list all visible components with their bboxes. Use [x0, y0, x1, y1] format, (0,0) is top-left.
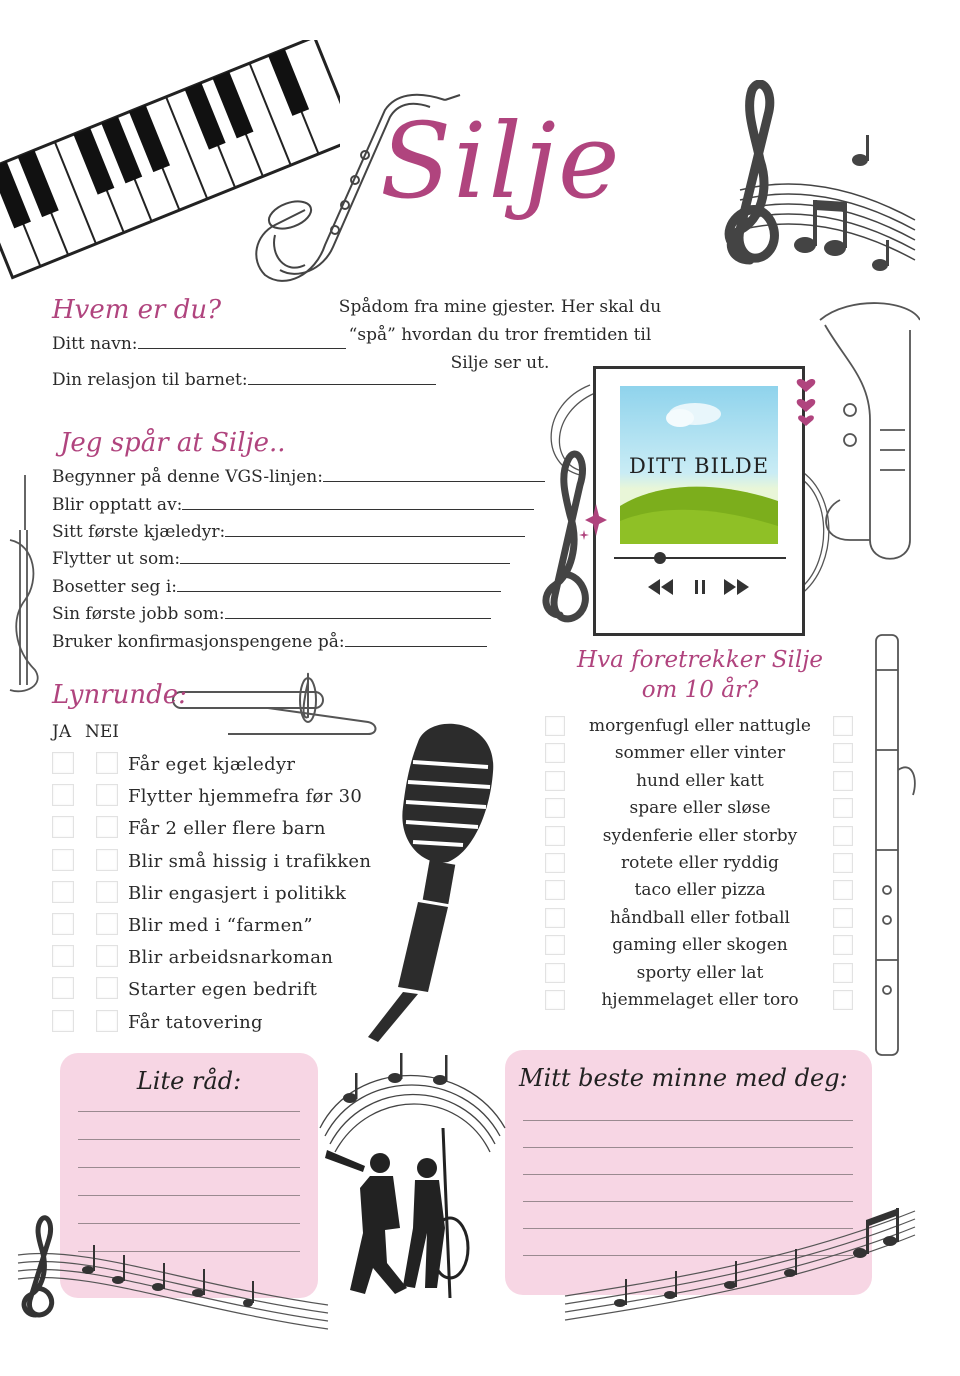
right-option-checkbox[interactable] [833, 743, 853, 763]
preference-row [545, 990, 855, 1017]
no-header: NEI [85, 722, 119, 742]
left-option-checkbox[interactable] [545, 771, 565, 791]
lightning-heading: Lynrunde: [52, 680, 187, 710]
predict-row[interactable] [52, 577, 501, 597]
lightning-statement: Flytter hjemmefra før 30 [128, 786, 363, 808]
no-checkbox[interactable] [96, 977, 118, 999]
preference-text: gaming eller skogen [612, 935, 788, 956]
right-option-checkbox[interactable] [833, 853, 853, 873]
fast-forward-icon[interactable] [724, 579, 750, 595]
right-option-checkbox[interactable] [833, 798, 853, 818]
right-option-checkbox[interactable] [833, 771, 853, 791]
preference-text: håndball eller fotball [610, 907, 790, 928]
predict-row[interactable] [52, 522, 525, 542]
predict-label: Flytter ut som: [52, 549, 181, 569]
predict-row[interactable] [52, 467, 545, 487]
predict-row[interactable] [52, 495, 534, 515]
relation-label: Din relasjon til barnet: [52, 370, 248, 390]
prefers-heading [560, 645, 840, 705]
yes-checkbox[interactable] [52, 977, 74, 999]
hearts-icon [792, 368, 820, 428]
left-option-checkbox[interactable] [545, 963, 565, 983]
memory-line[interactable] [523, 1120, 853, 1121]
lightning-statement: Får tatovering [128, 1011, 263, 1033]
yes-header: JA [52, 722, 72, 742]
right-option-checkbox[interactable] [833, 963, 853, 983]
preference-row [545, 743, 855, 770]
predict-label: Bosetter seg i: [52, 577, 178, 597]
preference-text: morgenfugl eller nattugle [589, 716, 811, 736]
pause-icon[interactable] [694, 579, 706, 595]
no-checkbox[interactable] [96, 1010, 118, 1032]
treble-clef-notes-illustration [690, 80, 920, 290]
musicians-illustration [315, 1048, 510, 1308]
violin-illustration [5, 470, 50, 695]
left-option-checkbox[interactable] [545, 716, 565, 736]
no-checkbox[interactable] [96, 849, 118, 871]
preference-row [545, 826, 855, 853]
progress-knob[interactable] [654, 552, 666, 564]
preference-text: hjemmelaget eller toro [601, 990, 799, 1010]
no-checkbox[interactable] [96, 784, 118, 806]
photo-placeholder[interactable] [620, 386, 778, 544]
trombone-illustration [168, 672, 383, 742]
right-option-checkbox[interactable] [833, 990, 853, 1010]
left-option-checkbox[interactable] [545, 853, 565, 873]
predict-line[interactable] [180, 550, 510, 564]
preference-row [545, 908, 855, 935]
left-option-checkbox[interactable] [545, 908, 565, 928]
predict-label: Begynner på denne VGS-linjen: [52, 467, 323, 487]
left-option-checkbox[interactable] [545, 798, 565, 818]
microphone-illustration [358, 712, 508, 1042]
no-checkbox[interactable] [96, 945, 118, 967]
predict-label: Blir opptatt av: [52, 495, 183, 515]
notes-flow-right-illustration [560, 1195, 920, 1335]
advice-line[interactable] [78, 1195, 300, 1196]
rewind-icon[interactable] [648, 579, 674, 595]
right-option-checkbox[interactable] [833, 908, 853, 928]
prophecy-intro: Spådom fra mine gjester. Her skal du “spå” hvordan du tror fremtiden til Silje ser ut. [338, 297, 662, 373]
right-option-checkbox[interactable] [833, 880, 853, 900]
right-option-checkbox[interactable] [833, 826, 853, 846]
right-option-checkbox[interactable] [833, 935, 853, 955]
preference-text: sydenferie eller storby [602, 825, 798, 846]
preference-row [545, 771, 855, 798]
left-option-checkbox[interactable] [545, 880, 565, 900]
notes-flow-left-illustration [8, 1215, 338, 1335]
name-field[interactable] [52, 334, 346, 354]
no-checkbox[interactable] [96, 913, 118, 935]
advice-heading: Lite råd: [136, 1067, 242, 1095]
predict-line[interactable] [345, 633, 487, 647]
preference-row [545, 963, 855, 990]
yes-checkbox[interactable] [52, 881, 74, 903]
left-option-checkbox[interactable] [545, 826, 565, 846]
advice-line[interactable] [78, 1167, 300, 1168]
bassoon-illustration [868, 630, 918, 1060]
no-checkbox[interactable] [96, 881, 118, 903]
left-option-checkbox[interactable] [545, 935, 565, 955]
no-checkbox[interactable] [96, 752, 118, 774]
predict-row[interactable] [52, 604, 491, 624]
predict-label: Sin første jobb som: [52, 604, 225, 624]
preference-text: rotete eller ryddig [621, 853, 779, 873]
predict-heading: Jeg spår at Silje.. [60, 428, 286, 458]
preference-row [545, 853, 855, 880]
music-player-card [593, 366, 805, 636]
left-option-checkbox[interactable] [545, 990, 565, 1010]
page-title: Silje [380, 100, 622, 222]
sparkle-icon [578, 502, 608, 542]
memory-line[interactable] [523, 1147, 853, 1148]
yes-checkbox[interactable] [52, 784, 74, 806]
yes-checkbox[interactable] [52, 752, 74, 774]
yes-checkbox[interactable] [52, 945, 74, 967]
no-checkbox[interactable] [96, 816, 118, 838]
yes-checkbox[interactable] [52, 816, 74, 838]
lightning-statement: Blir engasjert i politikk [128, 882, 347, 904]
memory-heading: Mitt beste minne med deg: [519, 1064, 848, 1092]
lightning-statement: Blir med i “farmen” [128, 915, 313, 936]
photo-label: DITT BILDE [628, 454, 770, 478]
who-heading: Hvem er du? [52, 295, 222, 325]
predict-line[interactable] [225, 605, 491, 619]
predict-row[interactable] [52, 549, 510, 569]
preference-text: sporty eller lat [636, 962, 764, 983]
yes-checkbox[interactable] [52, 913, 74, 935]
yes-checkbox[interactable] [52, 849, 74, 871]
preference-row [545, 935, 855, 962]
preference-text: spare eller sløse [629, 798, 771, 819]
left-option-checkbox[interactable] [545, 743, 565, 763]
lightning-statement: Starter egen bedrift [128, 979, 318, 1001]
name-label: Ditt navn: [52, 334, 138, 354]
predict-line[interactable] [177, 578, 501, 592]
preference-text: sommer eller vinter [614, 743, 786, 764]
lightning-statement: Får 2 eller flere barn [128, 818, 326, 840]
name-line[interactable] [138, 335, 346, 349]
predict-line[interactable] [225, 523, 525, 537]
preference-text: taco eller pizza [634, 880, 766, 901]
preference-text: hund eller katt [636, 770, 764, 791]
yes-checkbox[interactable] [52, 1010, 74, 1032]
memory-line[interactable] [523, 1174, 853, 1175]
advice-line[interactable] [78, 1139, 300, 1140]
predict-line[interactable] [182, 496, 534, 510]
right-option-checkbox[interactable] [833, 716, 853, 736]
predict-label: Bruker konfirmasjonspengene på: [52, 632, 345, 652]
advice-line[interactable] [78, 1111, 300, 1112]
lightning-statement: Blir arbeidsnarkoman [128, 947, 334, 969]
lightning-statement: Blir små hissig i trafikken [128, 850, 372, 872]
prefers-heading-line2: om 10 år? [641, 677, 759, 703]
predict-line[interactable] [323, 468, 545, 482]
predict-row[interactable] [52, 632, 487, 652]
preference-row [545, 798, 855, 825]
progress-track[interactable] [614, 557, 786, 559]
preference-row [545, 880, 855, 907]
predict-label: Sitt første kjæledyr: [52, 522, 226, 542]
lightning-statement: Får eget kjæledyr [128, 754, 296, 775]
preference-row [545, 716, 855, 743]
prefers-heading-line1: Hva foretrekker Silje [577, 647, 823, 673]
